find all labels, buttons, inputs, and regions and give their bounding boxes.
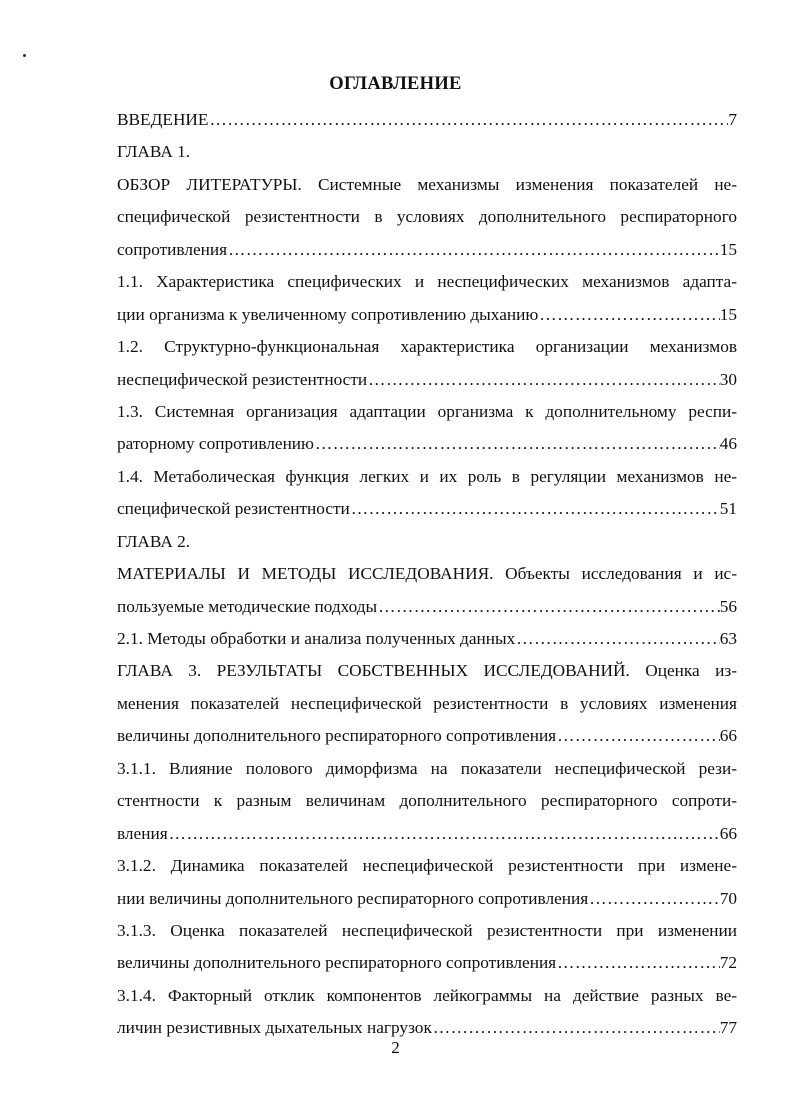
toc-entry-line: ГЛАВА 3. РЕЗУЛЬТАТЫ СОБСТВЕННЫХ ИССЛЕДОВАНИЙ. Оценка из- [117, 661, 737, 681]
dot-leader [556, 947, 720, 979]
toc-entry-text: нии величины дополнительного респираторного сопротивления [117, 888, 589, 908]
toc-entry[interactable] [117, 558, 737, 623]
toc-entry[interactable] [117, 655, 737, 752]
toc-entry[interactable] [117, 753, 737, 850]
toc-entry-line: 1.1. Характеристика специфических и неспецифических механизмов адапта- [117, 272, 737, 292]
toc-entry-text: сопротивления [117, 239, 228, 259]
dot-leader [208, 104, 728, 136]
toc-page-number: 77 [719, 1018, 737, 1038]
toc-entry[interactable] [117, 526, 737, 558]
toc-page-number: 72 [719, 953, 737, 973]
toc-entry-last-line [117, 428, 737, 460]
toc-page-number: 30 [719, 369, 737, 389]
toc-chapter-heading: ГЛАВА 2. [117, 531, 191, 551]
toc-entry-text: ции организма к увеличенному сопротивлению дыханию [117, 304, 539, 324]
toc-page-number: 66 [719, 726, 737, 746]
toc-page-number: 51 [719, 499, 737, 519]
table-of-contents [117, 104, 737, 1045]
toc-entry-text: величины дополнительного респираторного сопротивления [117, 726, 557, 746]
toc-entry[interactable] [117, 396, 737, 461]
dot-leader [367, 364, 720, 396]
toc-entry-text: величины дополнительного респираторного сопротивления [117, 953, 557, 973]
toc-page-number: 46 [719, 434, 737, 454]
toc-entry-line: 3.1.2. Динамика показателей неспецифической резистентности при измене- [117, 856, 737, 876]
toc-entry-last-line [117, 883, 737, 915]
page-title: ОГЛАВЛЕНИЕ [329, 74, 462, 94]
toc-entry-text: ВВЕДЕНИЕ [117, 110, 209, 129]
toc-entry-last-line [117, 720, 737, 752]
toc-entry[interactable] [117, 136, 737, 168]
toc-entry-line: ОБЗОР ЛИТЕРАТУРЫ. Системные механизмы изменения показателей не- [117, 174, 737, 194]
toc-entry-text: раторному сопротивлению [117, 434, 314, 454]
toc-entry-last-line [117, 591, 737, 623]
toc-entry-last-line [117, 299, 737, 331]
toc-page-number: 7 [728, 110, 737, 129]
toc-page-number: 63 [719, 629, 737, 648]
toc-entry-line: 1.2. Структурно-функциональная характеристика организации механизмов [117, 337, 737, 357]
toc-entry-text: 2.1. Методы обработки и анализа полученных данных [117, 629, 516, 648]
toc-page-number: 70 [719, 888, 737, 908]
dot-leader [314, 428, 720, 460]
scan-speck [23, 54, 26, 57]
toc-entry-last-line [117, 104, 737, 136]
toc-entry[interactable] [117, 266, 737, 331]
toc-entry-line: 3.1.1. Влияние полового диморфизма на показатели неспецифической рези- [117, 758, 737, 778]
toc-entry[interactable] [117, 915, 737, 980]
toc-entry-last-line [117, 234, 737, 266]
toc-page-number: 66 [719, 823, 737, 843]
toc-entry-text: пользуемые методические подходы [117, 596, 378, 616]
dot-leader [350, 493, 720, 525]
dot-leader [227, 234, 720, 266]
toc-entry-line: специфической резистентности в условиях дополнительного респираторного [117, 207, 737, 227]
toc-entry[interactable] [117, 104, 737, 136]
toc-entry-line: 3.1.3. Оценка показателей неспецифической резистентности при изменении [117, 920, 737, 940]
toc-entry-line: МАТЕРИАЛЫ И МЕТОДЫ ИССЛЕДОВАНИЯ. Объекты исследования и ис- [117, 564, 737, 584]
toc-entry-line: менения показателей неспецифической резистентности в условиях изменения [117, 693, 737, 713]
toc-entry-line: 3.1.4. Факторный отклик компонентов лейкограммы на действие разных ве- [117, 985, 737, 1005]
toc-entry[interactable] [117, 623, 737, 655]
dot-leader [377, 591, 720, 623]
toc-entry-line: стентности к разным величинам дополнительного респираторного сопроти- [117, 791, 737, 811]
toc-entry[interactable] [117, 461, 737, 526]
toc-entry-text: вления [117, 823, 168, 843]
toc-entry-text: неспецифической резистентности [117, 369, 368, 389]
toc-entry-line: 1.4. Метаболическая функция легких и их роль в регуляции механизмов не- [117, 466, 737, 486]
dot-leader [588, 883, 720, 915]
toc-entry-line: 1.3. Системная организация адаптации организма к дополнительному респи- [117, 401, 737, 421]
dot-leader [515, 623, 719, 655]
toc-entry-last-line [117, 818, 737, 850]
toc-entry[interactable] [117, 169, 737, 266]
dot-leader [168, 818, 720, 850]
toc-page-number: 15 [719, 304, 737, 324]
toc-entry-text: специфической резистентности [117, 499, 350, 519]
toc-entry[interactable] [117, 980, 737, 1045]
dot-leader [538, 299, 719, 331]
toc-entry-last-line [117, 493, 737, 525]
toc-entry-last-line [117, 623, 737, 655]
toc-entry[interactable] [117, 331, 737, 396]
page-number: 2 [391, 1038, 400, 1057]
toc-chapter-heading: ГЛАВА 1. [117, 142, 191, 162]
toc-page-number: 15 [719, 239, 737, 259]
toc-page-number: 56 [719, 596, 737, 616]
toc-entry-text: личин резистивных дыхательных нагрузок [117, 1018, 432, 1038]
toc-entry-last-line [117, 364, 737, 396]
toc-entry-last-line [117, 947, 737, 979]
toc-entry[interactable] [117, 850, 737, 915]
dot-leader [556, 720, 720, 752]
